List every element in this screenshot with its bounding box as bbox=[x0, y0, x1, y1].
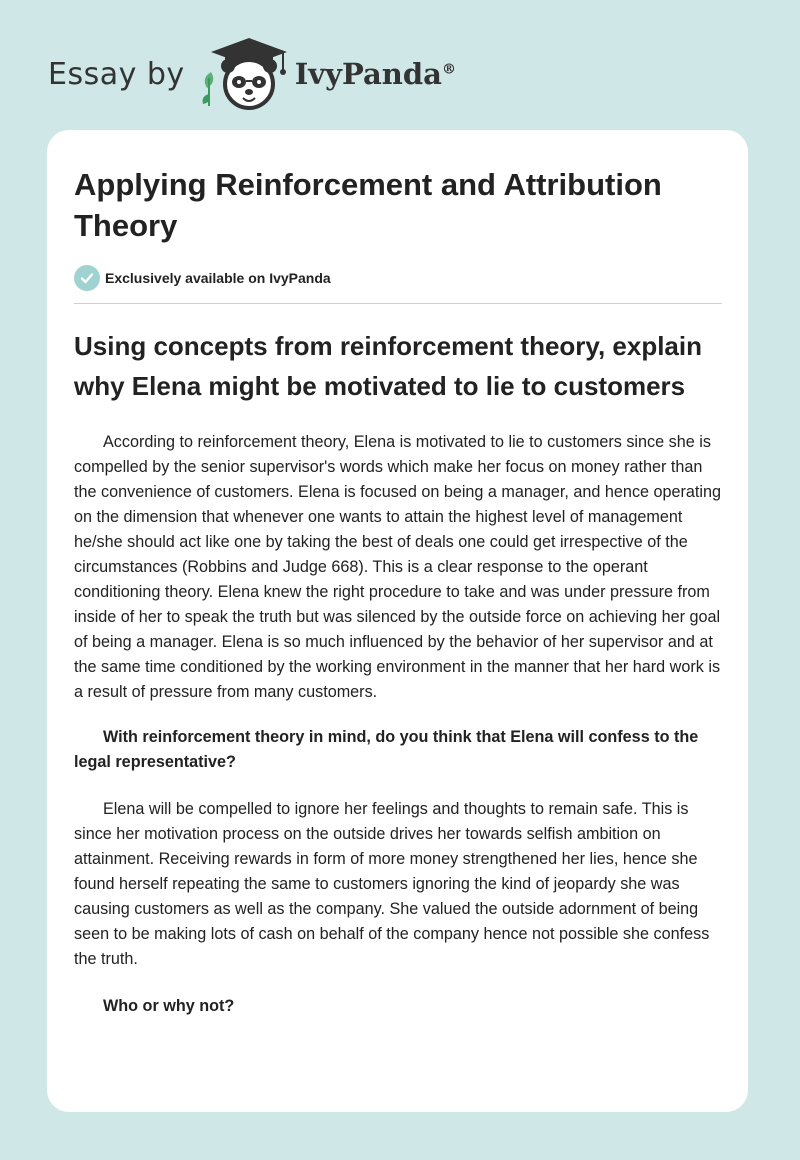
essay-card bbox=[47, 130, 748, 1112]
body-paragraph-1: According to reinforcement theory, Elena is motivated to lie to customers since she is compelled by the senior supervisor's words which make her focus on money rather than the convenience of customers. Elena is focused on being a manager, and hence operating on the dimension that whenever one wants to attain the highest level of management he/she should act like one by taking the best of deals one could get irrespective of the circumstances (Robbins and Judge 668). This is a clear response to the operant conditioning theory. Elena knew the right procedure to take and was under pressure from inside of her to speak the truth but was silenced by the outside force on achieving her goal of being a manager. Elena is so much influenced by the behavior of her supervisor and at the same time conditioned by the working environment in the manner that her hard work is a result of pressure from many customers. bbox=[74, 433, 722, 701]
panda-graduate-logo-icon[interactable] bbox=[199, 34, 291, 114]
trademark-symbol: ® bbox=[441, 61, 456, 78]
brand-name[interactable]: IvyPanda® bbox=[294, 57, 456, 91]
site-header bbox=[48, 34, 456, 114]
exclusive-badge-label: Exclusively available on IvyPanda bbox=[105, 270, 331, 286]
body-paragraph-2: Elena will be compelled to ignore her feelings and thoughts to remain safe. This is since her motivation process on the outside drives her towards selfish ambition on attainment. Receiving rewards in form of more money strengthened her lies, hence she found herself repeating the same to customers ignoring the kind of jeopardy she was causing customers as well as the company. She valued the outside adornment of being seen to be making lots of cash on behalf of the company hence not possible she confess the truth. bbox=[74, 800, 710, 968]
exclusive-badge bbox=[74, 265, 722, 291]
section-heading: Using concepts from reinforcement theory, explain why Elena might be motivated to lie to customers bbox=[74, 331, 702, 401]
question-1: With reinforcement theory in mind, do you think that Elena will confess to the legal representative? bbox=[74, 728, 699, 771]
check-circle-icon bbox=[74, 265, 100, 291]
question-2: Who or why not? bbox=[103, 997, 235, 1015]
divider bbox=[74, 303, 722, 304]
essay-by-label: Essay by bbox=[48, 56, 185, 92]
page-title: Applying Reinforcement and Attribution Theory bbox=[74, 167, 662, 243]
